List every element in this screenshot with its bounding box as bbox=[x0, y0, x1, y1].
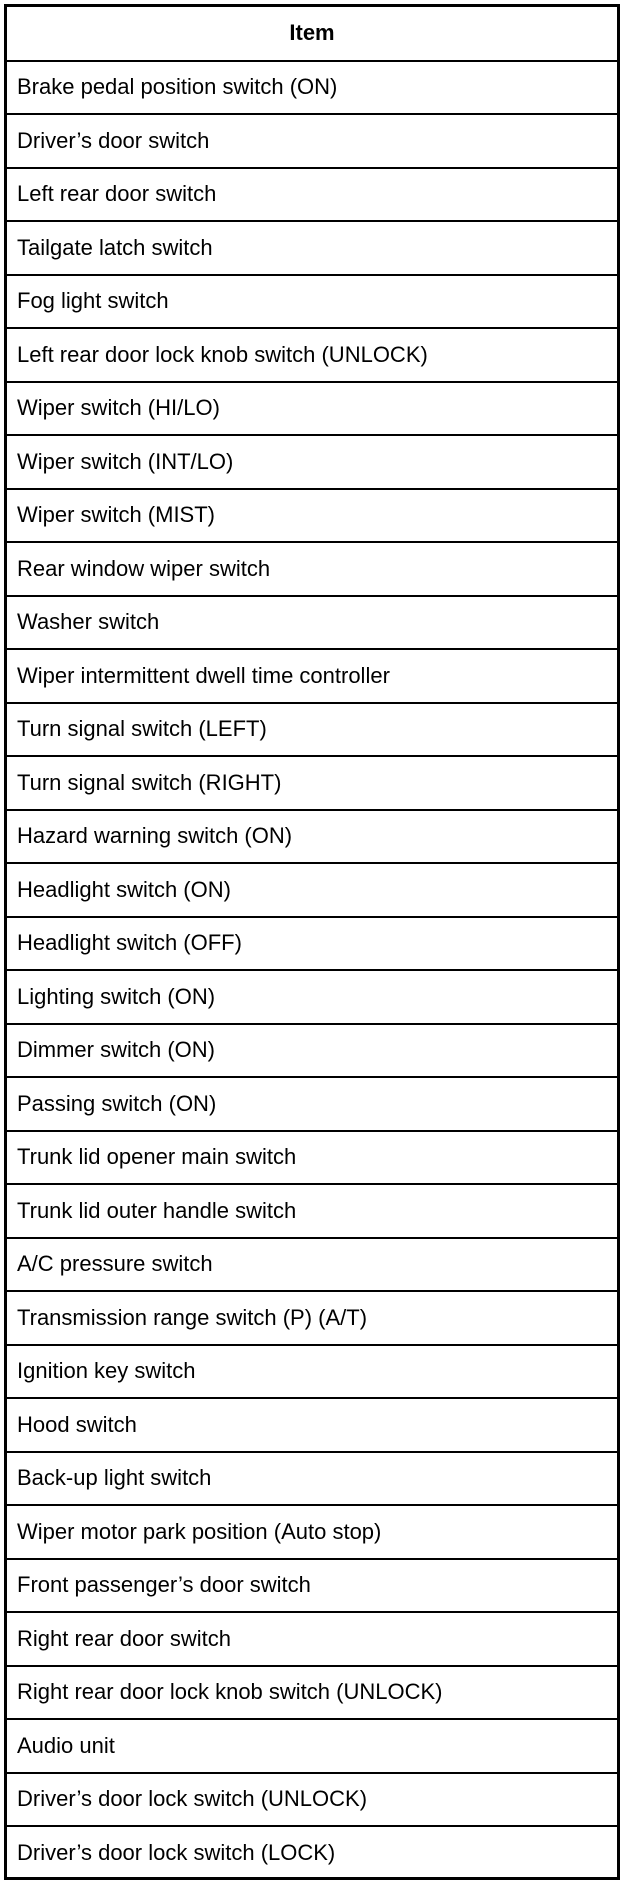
item-cell: Front passenger’s door switch bbox=[7, 1559, 617, 1613]
table-row bbox=[7, 1666, 617, 1720]
table-row bbox=[7, 275, 617, 329]
table-row bbox=[7, 1024, 617, 1078]
item-cell: Wiper switch (HI/LO) bbox=[7, 382, 617, 436]
item-cell: Driver’s door lock switch (UNLOCK) bbox=[7, 1773, 617, 1827]
item-cell: Headlight switch (OFF) bbox=[7, 917, 617, 971]
table-body bbox=[7, 61, 617, 1880]
table-row bbox=[7, 1345, 617, 1399]
item-cell: Ignition key switch bbox=[7, 1345, 617, 1399]
table-row bbox=[7, 114, 617, 168]
item-table-container bbox=[4, 4, 620, 1880]
item-cell: Right rear door switch bbox=[7, 1612, 617, 1666]
table-row bbox=[7, 542, 617, 596]
table-row bbox=[7, 168, 617, 222]
item-cell: Back-up light switch bbox=[7, 1452, 617, 1506]
table-row bbox=[7, 703, 617, 757]
item-cell: Trunk lid outer handle switch bbox=[7, 1184, 617, 1238]
item-cell: Fog light switch bbox=[7, 275, 617, 329]
table-row bbox=[7, 756, 617, 810]
item-cell: Driver’s door lock switch (LOCK) bbox=[17, 1840, 336, 1866]
item-cell: Wiper intermittent dwell time controller bbox=[7, 649, 617, 703]
table-row bbox=[7, 1719, 617, 1773]
item-cell: Headlight switch (ON) bbox=[7, 863, 617, 917]
table-row bbox=[7, 1238, 617, 1292]
table-row bbox=[7, 382, 617, 436]
item-cell: Left rear door lock knob switch (UNLOCK) bbox=[7, 328, 617, 382]
item-cell: Left rear door switch bbox=[7, 168, 617, 222]
table-row bbox=[7, 1398, 617, 1452]
table-row bbox=[7, 1826, 617, 1880]
table-row bbox=[7, 1131, 617, 1185]
item-cell: Hazard warning switch (ON) bbox=[7, 810, 617, 864]
item-cell: Transmission range switch (P) (A/T) bbox=[7, 1291, 617, 1345]
item-cell: Trunk lid opener main switch bbox=[7, 1131, 617, 1185]
item-cell: Turn signal switch (RIGHT) bbox=[7, 756, 617, 810]
table-row bbox=[7, 863, 617, 917]
item-cell: Passing switch (ON) bbox=[7, 1077, 617, 1131]
table-row bbox=[7, 1291, 617, 1345]
item-cell: Brake pedal position switch (ON) bbox=[7, 61, 617, 115]
table-row bbox=[7, 221, 617, 275]
table-row bbox=[7, 489, 617, 543]
item-cell: Turn signal switch (LEFT) bbox=[7, 703, 617, 757]
item-cell: Wiper motor park position (Auto stop) bbox=[7, 1505, 617, 1559]
table-header-row bbox=[7, 7, 617, 61]
item-cell: Driver’s door switch bbox=[7, 114, 617, 168]
table-row bbox=[7, 1559, 617, 1613]
item-cell: Dimmer switch (ON) bbox=[7, 1024, 617, 1078]
table-row bbox=[7, 596, 617, 650]
table-row bbox=[7, 810, 617, 864]
table-row bbox=[7, 435, 617, 489]
item-table bbox=[7, 7, 617, 1880]
item-cell: A/C pressure switch bbox=[7, 1238, 617, 1292]
table-row bbox=[7, 917, 617, 971]
item-cell: Rear window wiper switch bbox=[7, 542, 617, 596]
table-row bbox=[7, 1612, 617, 1666]
table-row bbox=[7, 61, 617, 115]
table-row bbox=[7, 1077, 617, 1131]
table-row bbox=[7, 1505, 617, 1559]
item-cell: Hood switch bbox=[7, 1398, 617, 1452]
table-row bbox=[7, 1184, 617, 1238]
table-row bbox=[7, 1773, 617, 1827]
table-row bbox=[7, 1452, 617, 1506]
column-header-item: Item bbox=[7, 7, 617, 61]
table-row bbox=[7, 328, 617, 382]
table-row bbox=[7, 970, 617, 1024]
table-row bbox=[7, 649, 617, 703]
item-cell: Lighting switch (ON) bbox=[7, 970, 617, 1024]
item-cell: Audio unit bbox=[7, 1719, 617, 1773]
item-cell: Right rear door lock knob switch (UNLOCK) bbox=[7, 1666, 617, 1720]
item-cell: Wiper switch (INT/LO) bbox=[7, 435, 617, 489]
item-cell: Wiper switch (MIST) bbox=[7, 489, 617, 543]
item-cell: Tailgate latch switch bbox=[7, 221, 617, 275]
item-cell: Washer switch bbox=[7, 596, 617, 650]
